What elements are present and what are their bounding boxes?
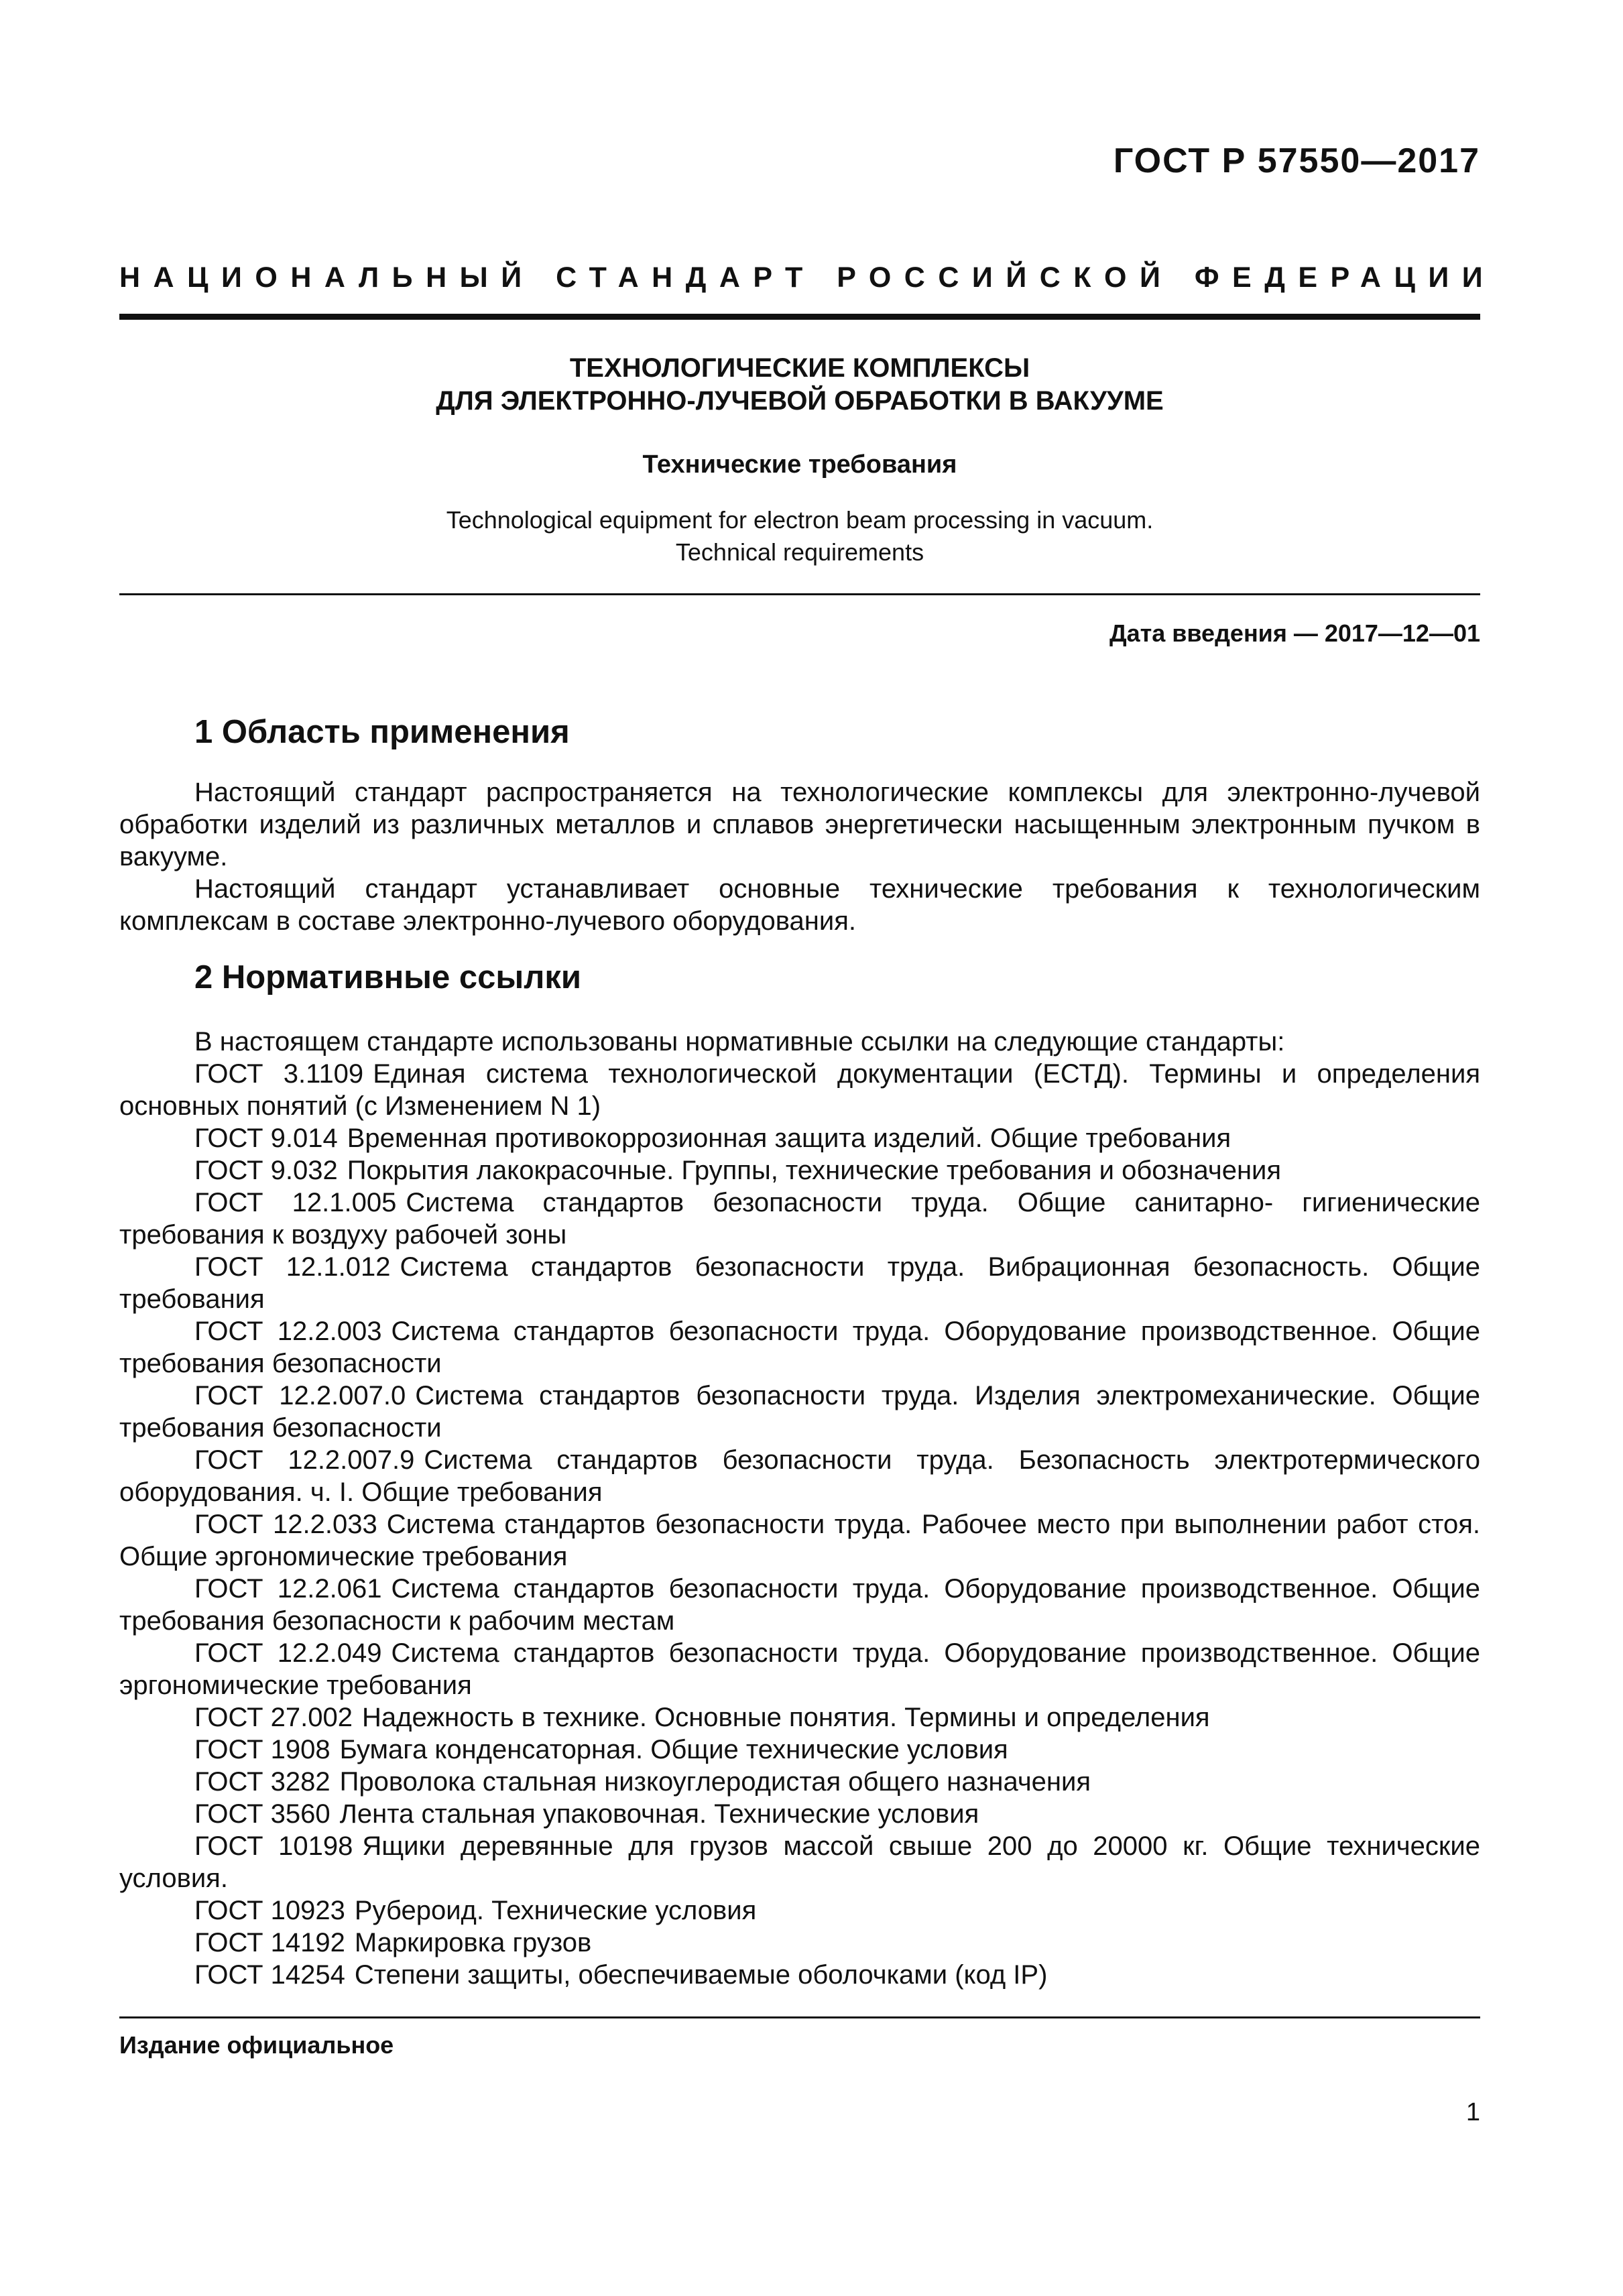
reference-title: Система стандартов безопасности труда. Рабочее место при выполнении работ стоя. Общие эргономические требования: [119, 1510, 1481, 1571]
title-line-2: ДЛЯ ЭЛЕКТРОННО-ЛУЧЕВОЙ ОБРАБОТКИ В ВАКУУМЕ: [436, 386, 1164, 416]
english-title-line-2: Technical requirements: [675, 538, 924, 566]
reference-code: ГОСТ 10923: [194, 1896, 345, 1925]
reference-title: Система стандартов безопасности труда. Общие санитарно- гигиенические требования к воздуху рабочей зоны: [119, 1188, 1480, 1250]
reference-item: [119, 1187, 1480, 1251]
reference-item: [119, 1830, 1480, 1894]
reference-title: Система стандартов безопасности труда. Изделия электромеханические. Общие требования безопасности: [119, 1381, 1480, 1443]
reference-title: Система стандартов безопасности труда. Оборудование производственное. Общие требования безопасности к рабочим местам: [119, 1574, 1480, 1636]
reference-title: Ящики деревянные для грузов массой свыше 200 до 20000 кг. Общие технические условия.: [119, 1831, 1480, 1893]
reference-code: ГОСТ 12.2.049: [194, 1638, 382, 1668]
reference-code: ГОСТ 12.2.007.9: [194, 1445, 415, 1475]
reference-list: [119, 1058, 1480, 1991]
reference-title: Рубероид. Технические условия: [354, 1896, 757, 1925]
reference-item: [119, 1927, 1480, 1959]
reference-item: [119, 1251, 1480, 1315]
reference-title: Покрытия лакокрасочные. Группы, технические требования и обозначения: [347, 1156, 1282, 1185]
scope-paragraph-2: Настоящий стандарт устанавливает основные технические требования к технологическим комплексам в составе электронно-лучевого оборудования.: [119, 874, 1480, 936]
document-subtitle: Технические требования: [642, 450, 957, 479]
reference-item: [119, 1573, 1480, 1637]
reference-title: Система стандартов безопасности труда. Вибрационная безопасность. Общие требования: [119, 1252, 1480, 1314]
reference-code: ГОСТ 12.2.033: [194, 1510, 377, 1539]
thick-divider: [119, 314, 1480, 320]
section-2-heading: 2 Нормативные ссылки: [194, 959, 581, 995]
english-title: [119, 504, 1480, 568]
reference-title: Временная противокоррозионная защита изделий. Общие требования: [347, 1124, 1231, 1153]
reference-code: ГОСТ 12.2.003: [194, 1317, 382, 1346]
scope-paragraph-1: Настоящий стандарт распространяется на технологические комплексы для электронно-лучевой обработки изделий из различных металлов и сплавов энергетически насыщенным электронным пучком в вакууме.: [119, 778, 1480, 871]
section-1-heading: 1 Область применения: [194, 714, 570, 750]
official-edition-label: Издание официальное: [119, 2031, 394, 2059]
reference-item: [119, 1894, 1480, 1927]
thin-divider: [119, 593, 1480, 595]
reference-code: ГОСТ 9.032: [194, 1156, 338, 1185]
reference-title: Система стандартов безопасности труда. Оборудование производственное. Общие требования безопасности: [119, 1317, 1480, 1378]
national-standard-heading: НАЦИОНАЛЬНЫЙ СТАНДАРТ РОССИЙСКОЙ ФЕДЕРАЦИИ: [119, 261, 1496, 294]
reference-code: ГОСТ 3.1109: [194, 1059, 364, 1089]
reference-item: [119, 1444, 1480, 1508]
section-1-body: [119, 776, 1480, 937]
document-title: [119, 352, 1480, 418]
reference-code: ГОСТ 1908: [194, 1735, 330, 1764]
reference-code: ГОСТ 27.002: [194, 1703, 353, 1732]
reference-item: [119, 1122, 1480, 1154]
footer-divider: [119, 2016, 1480, 2018]
references-intro: В настоящем стандарте использованы нормативные ссылки на следующие стандарты:: [194, 1027, 1285, 1056]
reference-item: [119, 1315, 1480, 1380]
reference-title: Проволока стальная низкоуглеродистая общего назначения: [339, 1767, 1091, 1797]
reference-item: [119, 1058, 1480, 1122]
reference-item: [119, 1508, 1480, 1573]
reference-title: Бумага конденсаторная. Общие технические условия: [339, 1735, 1008, 1764]
introduction-date: Дата введения — 2017—12—01: [1109, 619, 1480, 647]
reference-item: [119, 1959, 1480, 1991]
reference-code: ГОСТ 3282: [194, 1767, 330, 1797]
reference-code: ГОСТ 10198: [194, 1831, 353, 1861]
reference-title: Степени защиты, обеспечиваемые оболочками (код IP): [354, 1960, 1048, 1990]
reference-code: ГОСТ 14254: [194, 1960, 345, 1990]
reference-item: [119, 1154, 1480, 1187]
reference-item: [119, 1701, 1480, 1734]
reference-code: ГОСТ 12.2.061: [194, 1574, 382, 1604]
reference-title: Система стандартов безопасности труда. Оборудование производственное. Общие эргономические требования: [119, 1638, 1480, 1700]
reference-code: ГОСТ 3560: [194, 1799, 330, 1829]
reference-item: [119, 1766, 1480, 1798]
reference-code: ГОСТ 12.1.005: [194, 1188, 397, 1217]
reference-item: [119, 1798, 1480, 1830]
english-title-line-1: Technological equipment for electron beam processing in vacuum.: [446, 506, 1154, 534]
reference-title: Лента стальная упаковочная. Технические условия: [339, 1799, 979, 1829]
title-line-1: ТЕХНОЛОГИЧЕСКИЕ КОМПЛЕКСЫ: [569, 353, 1030, 383]
reference-title: Маркировка грузов: [354, 1928, 592, 1957]
reference-title: Надежность в технике. Основные понятия. Термины и определения: [361, 1703, 1210, 1732]
reference-title: Единая система технологической документации (ЕСТД). Термины и определения основных понятий (с Изменением N 1): [119, 1059, 1480, 1121]
reference-code: ГОСТ 12.1.012: [194, 1252, 391, 1282]
reference-item: [119, 1734, 1480, 1766]
reference-title: Система стандартов безопасности труда. Безопасность электротермического оборудования. ч. I. Общие требования: [119, 1445, 1480, 1507]
reference-code: ГОСТ 9.014: [194, 1124, 338, 1153]
gost-number: ГОСТ Р 57550—2017: [1113, 141, 1480, 180]
page-number: 1: [1465, 2098, 1480, 2126]
reference-code: ГОСТ 12.2.007.0: [194, 1381, 406, 1410]
reference-item: [119, 1380, 1480, 1444]
reference-item: [119, 1637, 1480, 1701]
reference-code: ГОСТ 14192: [194, 1928, 345, 1957]
section-2-body: [119, 1026, 1480, 1991]
